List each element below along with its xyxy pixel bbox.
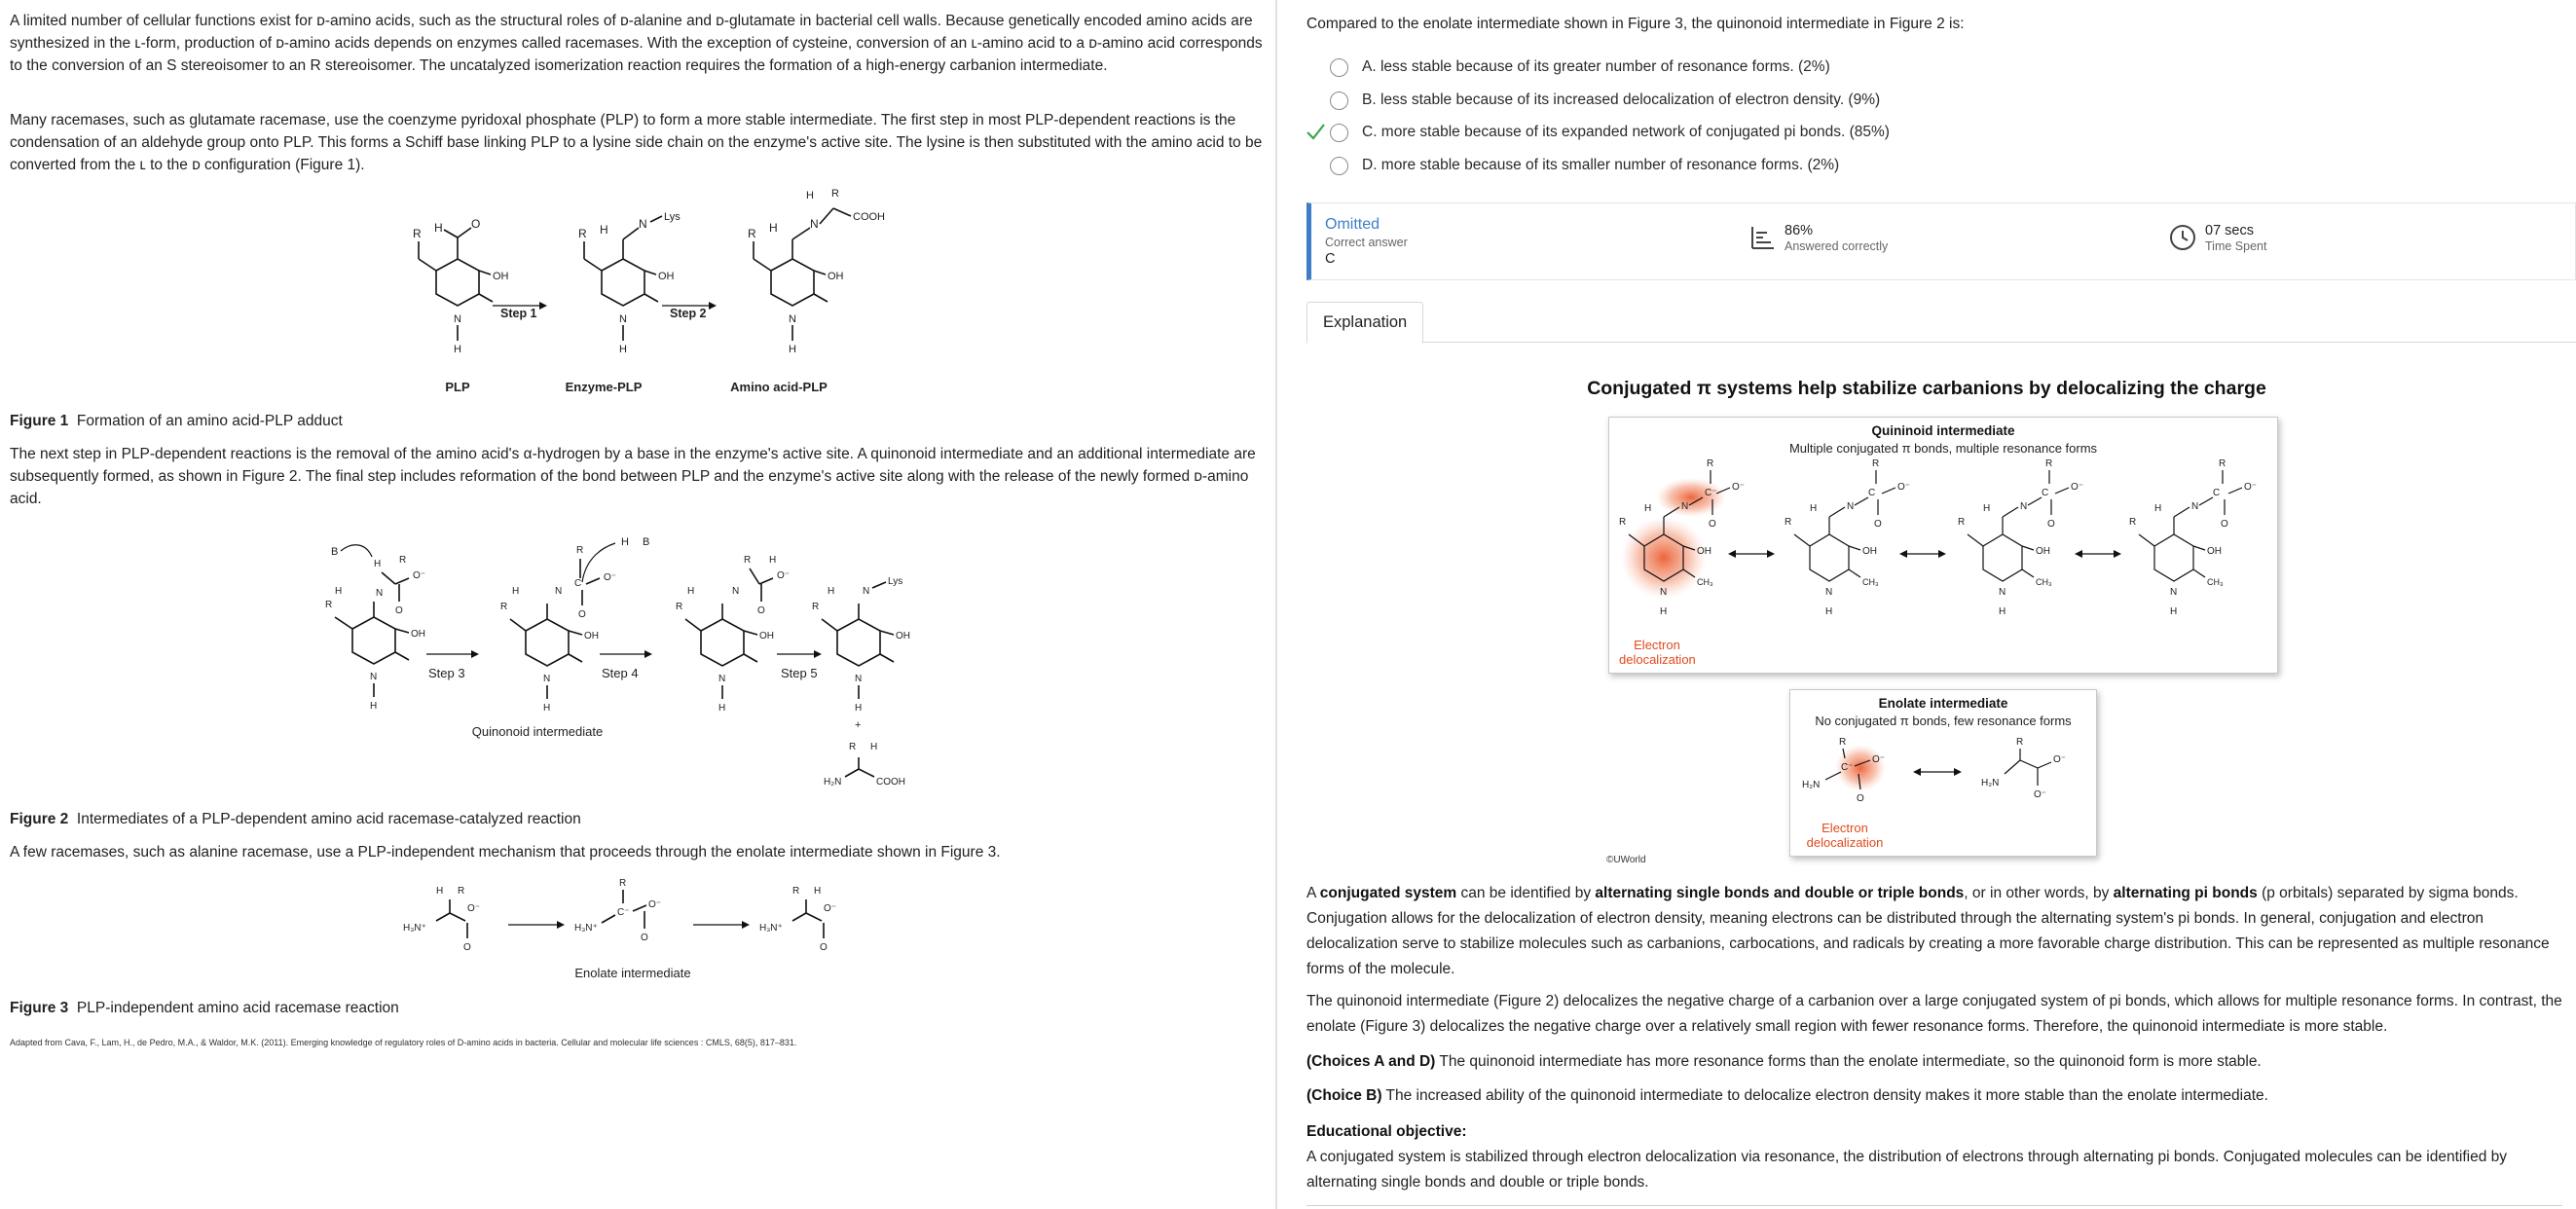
svg-text:N: N <box>732 586 740 597</box>
svg-text:OH: OH <box>1862 546 1877 557</box>
figure-1-label-amino-acid-plp: Amino acid-PLP <box>730 380 828 394</box>
svg-text:C⁻: C⁻ <box>1705 488 1717 498</box>
svg-text:N: N <box>2191 501 2199 512</box>
svg-text:O⁻: O⁻ <box>467 903 481 914</box>
svg-text:H: H <box>436 886 444 897</box>
time-spent-label: Time Spent <box>2205 239 2267 253</box>
svg-text:CH₃: CH₃ <box>2036 577 2052 587</box>
svg-text:H₂N: H₂N <box>1802 780 1821 790</box>
passage-pane <box>0 0 1275 1209</box>
svg-text:C: C <box>574 578 582 589</box>
choice-c-radio[interactable] <box>1330 124 1348 142</box>
svg-text:R: R <box>2016 737 2024 748</box>
svg-text:OH: OH <box>658 271 675 282</box>
svg-text:R: R <box>748 227 756 240</box>
svg-text:H₂N: H₂N <box>1981 778 2000 788</box>
svg-text:OH: OH <box>828 271 844 282</box>
svg-text:R: R <box>1707 458 1714 469</box>
svg-text:H: H <box>2170 606 2178 617</box>
svg-text:R: R <box>1785 517 1792 528</box>
figure-2-step-5: Step 5 <box>781 666 818 680</box>
svg-text:OH: OH <box>584 631 599 641</box>
svg-text:N: N <box>718 674 726 684</box>
svg-text:N: N <box>639 217 647 231</box>
svg-text:H: H <box>814 886 822 897</box>
svg-text:C: C <box>1868 488 1876 498</box>
svg-text:R: R <box>500 602 508 612</box>
resonance-form-3 <box>1958 458 2083 617</box>
figure-1-step-1: Step 1 <box>500 307 537 320</box>
svg-text:N: N <box>855 674 863 684</box>
svg-text:R: R <box>413 227 422 240</box>
plp-structure <box>413 217 509 355</box>
svg-text:OH: OH <box>2036 546 2050 557</box>
svg-text:O: O <box>1874 519 1882 530</box>
svg-text:R: R <box>812 602 820 612</box>
svg-text:O: O <box>2221 519 2228 530</box>
svg-text:N: N <box>543 674 551 684</box>
svg-text:C⁻: C⁻ <box>1841 762 1854 773</box>
svg-text:R: R <box>578 227 587 240</box>
omitted-label: Omitted <box>1325 216 1380 233</box>
svg-text:N: N <box>2170 587 2178 598</box>
svg-text:C: C <box>2042 488 2049 498</box>
svg-text:R: R <box>849 742 857 752</box>
choice-d[interactable] <box>1330 153 1839 178</box>
svg-text:H: H <box>769 221 778 235</box>
svg-text:H: H <box>1644 503 1652 514</box>
bar-chart-icon <box>1748 223 1777 252</box>
svg-text:R: R <box>792 886 800 897</box>
svg-text:N: N <box>454 313 461 325</box>
svg-text:H: H <box>543 703 551 714</box>
enolate-electron-delocalization-label: Electron delocalization <box>1806 821 1884 850</box>
passage-paragraph-3: The next step in PLP-dependent reactions is the removal of the amino acid's α-hydrogen by a base in the enzyme's active site. A quinonoid intermediate and an additional intermediate are subsequently formed, as shown in Figure 2. The final step includes reformation of the bond between PLP and the enzyme's active site along with the release of the newly formed ᴅ-amino acid. <box>10 446 1256 507</box>
svg-text:H: H <box>454 344 461 355</box>
explanation-figure-title: Conjugated π systems help stabilize carbanions by delocalizing the charge <box>1587 378 2266 399</box>
figure-2-structure-1 <box>325 545 425 712</box>
svg-text:H: H <box>1999 606 2006 617</box>
svg-text:Lys: Lys <box>664 211 681 223</box>
figure-3-enolate-label: Enolate intermediate <box>574 966 691 980</box>
svg-text:N: N <box>1681 501 1689 512</box>
svg-text:O⁻: O⁻ <box>2034 789 2047 800</box>
svg-text:N: N <box>1825 587 1833 598</box>
svg-text:N: N <box>370 672 378 682</box>
correct-answer-label: Correct answer <box>1325 236 1408 249</box>
svg-text:B: B <box>643 536 650 548</box>
svg-text:H: H <box>806 190 814 202</box>
svg-text:H: H <box>619 344 627 355</box>
svg-text:C: C <box>2213 488 2221 498</box>
answer-stats-bar <box>1306 202 2576 280</box>
svg-text:R: R <box>2219 458 2226 469</box>
omitted-status <box>1325 216 1408 267</box>
svg-text:H₃N⁺: H₃N⁺ <box>574 923 598 934</box>
enolate-panel-title: Enolate intermediate <box>1878 696 2008 711</box>
svg-text:H: H <box>1983 503 1991 514</box>
choice-a-radio[interactable] <box>1330 58 1348 77</box>
svg-text:OH: OH <box>411 629 425 640</box>
resonance-form-2 <box>1785 458 1910 617</box>
svg-text:Lys: Lys <box>888 576 903 587</box>
choice-d-radio[interactable] <box>1330 157 1348 175</box>
svg-text:O: O <box>1709 519 1716 530</box>
svg-text:OH: OH <box>759 631 774 641</box>
svg-text:O: O <box>820 942 828 953</box>
svg-text:R: R <box>1958 517 1966 528</box>
figure-2-step-4: Step 4 <box>602 666 639 680</box>
figure-3-structure-3 <box>759 886 836 953</box>
figure-3-enolate-structure <box>574 878 661 943</box>
svg-text:O: O <box>395 605 403 616</box>
quinoid-resonance-drawing <box>1609 457 2279 632</box>
svg-text:N: N <box>1847 501 1855 512</box>
enzyme-plp-structure <box>578 211 681 355</box>
enolate-panel <box>1789 689 2097 857</box>
svg-text:R: R <box>399 555 407 566</box>
svg-text:O⁻: O⁻ <box>413 570 426 581</box>
svg-text:H: H <box>600 223 608 237</box>
figure-2-quinonoid-label: Quinonoid intermediate <box>471 724 604 739</box>
svg-text:H: H <box>769 555 777 566</box>
svg-text:R: R <box>325 600 333 610</box>
figure-1-caption: Figure 1 Formation of an amino acid-PLP adduct <box>10 413 343 429</box>
quinoid-panel-title: Quininoid intermediate <box>1871 423 2015 438</box>
svg-text:R: R <box>2045 458 2053 469</box>
percent-correct-stat <box>1748 223 1888 253</box>
choice-c[interactable] <box>1330 120 1890 145</box>
svg-text:R: R <box>2129 517 2137 528</box>
figure-2-caption: Figure 2 Intermediates of a PLP-dependent amino acid racemase-catalyzed reaction <box>10 811 581 827</box>
svg-text:N: N <box>863 586 870 597</box>
svg-text:OH: OH <box>1697 546 1711 557</box>
svg-text:O: O <box>578 609 586 620</box>
figure-2-drawing <box>312 524 993 798</box>
uworld-copyright: ©UWorld <box>1606 855 1646 865</box>
figure-1-label-plp: PLP <box>445 380 470 394</box>
explanation-choice-b: (Choice B) The increased ability of the quinonoid intermediate to delocalize electron density makes it more stable than the enolate intermediate. <box>1306 1087 2268 1104</box>
svg-text:H: H <box>1660 606 1668 617</box>
bottom-divider <box>1306 1205 2562 1206</box>
svg-text:H: H <box>512 586 520 597</box>
question-stem: Compared to the enolate intermediate shown in Figure 3, the quinonoid intermediate in Figure 2 is: <box>1306 16 1965 32</box>
svg-text:H₃N⁺: H₃N⁺ <box>403 923 426 934</box>
svg-text:R: R <box>619 878 627 889</box>
choice-b-label: B. less stable because of its increased delocalization of electron density. (9%) <box>1362 92 1881 108</box>
svg-text:O⁻: O⁻ <box>648 899 662 910</box>
amino-acid-plp-structure <box>748 188 885 355</box>
resonance-arrow-2 <box>1899 550 1946 558</box>
figure-3-structure-1 <box>403 886 480 953</box>
svg-text:N: N <box>2020 501 2028 512</box>
time-spent-value: 07 secs <box>2205 223 2254 238</box>
svg-text:C⁻: C⁻ <box>617 907 630 918</box>
svg-text:O⁻: O⁻ <box>1732 482 1746 493</box>
resonance-form-4 <box>2129 458 2257 617</box>
choice-d-label: D. more stable because of its smaller number of resonance forms. (2%) <box>1362 157 1840 173</box>
svg-text:CH₃: CH₃ <box>1862 577 1879 587</box>
svg-text:R: R <box>1872 458 1880 469</box>
figure-3-drawing <box>389 872 857 989</box>
svg-text:H: H <box>789 344 796 355</box>
svg-text:R: R <box>458 886 465 897</box>
resonance-arrow-1 <box>1728 550 1775 558</box>
svg-text:R: R <box>831 188 839 200</box>
svg-text:O: O <box>757 605 765 616</box>
passage-paragraph-1: A limited number of cellular functions exist for ᴅ-amino acids, such as the structural roles of ᴅ-alanine and ᴅ-glutamate in bacterial cell walls. Because genetically encoded amino acids are synthesized in the ʟ-form, production of ᴅ-amino acids depends on enzymes called racemases. With the exception of cysteine, conversion of an ʟ-amino acid to a ᴅ-amino acid corresponds to the conversion of an S stereoisomer to an R stereoisomer. The uncatalyzed isomerization reaction requires the formation of a high-energy carbanion intermediate. <box>10 13 1263 74</box>
svg-text:O⁻: O⁻ <box>1897 482 1911 493</box>
explanation-tab-row <box>1306 302 2576 343</box>
figure-1-step-2: Step 2 <box>670 307 707 320</box>
question-pane <box>1277 0 2576 1209</box>
svg-text:O⁻: O⁻ <box>2244 482 2258 493</box>
svg-text:CH₃: CH₃ <box>2207 577 2224 587</box>
passage-citation: Adapted from Cava, F., Lam, H., de Pedro, M.A., & Waldor, M.K. (2011). Emerging knowledge of regulatory roles of D-amino acids in bacteria. Cellular and molecular life sciences : CMLS, 68(5), 817–831. <box>10 1038 797 1047</box>
svg-text:H: H <box>2154 503 2162 514</box>
choice-c-label: C. more stable because of its expanded network of conjugated pi bonds. (85%) <box>1362 124 1890 140</box>
time-spent-stat <box>2168 223 2266 253</box>
svg-text:N: N <box>619 313 627 325</box>
svg-text:O⁻: O⁻ <box>777 570 791 581</box>
svg-text:O: O <box>463 942 471 953</box>
quinoid-panel-subtitle: Multiple conjugated π bonds, multiple resonance forms <box>1788 441 2098 456</box>
svg-text:O: O <box>1857 793 1864 804</box>
svg-text:R: R <box>1619 517 1627 528</box>
quinoid-panel <box>1608 417 2278 674</box>
figure-3-caption: Figure 3 PLP-independent amino acid racemase reaction <box>10 1000 399 1016</box>
svg-text:H: H <box>621 536 629 548</box>
svg-text:H: H <box>370 701 378 712</box>
svg-text:N: N <box>789 313 796 325</box>
svg-text:B: B <box>331 546 339 558</box>
figure-2-step-3: Step 3 <box>428 666 465 680</box>
explanation-choices-a-d: (Choices A and D) The quinonoid intermediate has more resonance forms than the enolate intermediate, so the quinonoid form is more stable. <box>1306 1053 2262 1070</box>
explanation-paragraph-1: A conjugated system can be identified by alternating single bonds and double or triple bonds, or in other words, by alternating pi bonds (p orbitals) separated by sigma bonds. Conjugation allows for the delocalization of electron density, meaning electrons can be distributed through the alternating system's pi bonds. In general, conjugation and electron delocalization serve to stabilize molecules such as carbanions, carbocations, and radicals by creating a more favorable charge distribution. This can be represented as multiple resonance forms of the molecule. <box>1306 885 2550 977</box>
svg-text:COOH: COOH <box>853 211 885 223</box>
svg-text:H: H <box>335 586 343 597</box>
explanation-paragraph-2: The quinonoid intermediate (Figure 2) delocalizes the negative charge of a carbanion over a large conjugated system of pi bonds, which allows for multiple resonance forms. In contrast, the enolate (Figure 3) delocalizes the negative charge over a relatively small region with fewer resonance forms. Therefore, the quinonoid intermediate is more stable. <box>1306 993 2562 1035</box>
svg-text:O: O <box>2047 519 2055 530</box>
svg-text:H: H <box>828 586 835 597</box>
percent-correct-label: Answered correctly <box>1785 239 1889 253</box>
svg-text:N: N <box>1660 587 1668 598</box>
figure-2-quinonoid-structure <box>500 536 649 714</box>
figure-1-drawing <box>370 185 915 409</box>
svg-text:O⁻: O⁻ <box>2053 754 2067 765</box>
svg-text:O⁻: O⁻ <box>2071 482 2084 493</box>
svg-text:H: H <box>374 559 382 569</box>
choice-b-radio[interactable] <box>1330 92 1348 110</box>
svg-text:+: + <box>855 719 862 731</box>
svg-text:OH: OH <box>2207 546 2222 557</box>
svg-text:CH₃: CH₃ <box>1697 577 1713 587</box>
enolate-resonance-drawing <box>1790 733 2098 821</box>
svg-text:R: R <box>576 545 584 556</box>
svg-text:H₂N: H₂N <box>824 777 842 788</box>
svg-text:H: H <box>434 221 443 235</box>
svg-text:H: H <box>718 703 726 714</box>
svg-text:O⁻: O⁻ <box>824 903 837 914</box>
svg-text:R: R <box>676 602 683 612</box>
svg-text:H: H <box>687 586 695 597</box>
svg-text:N: N <box>810 217 819 231</box>
svg-text:N: N <box>555 586 563 597</box>
educational-objective-text: A conjugated system is stabilized through electron delocalization via resonance, the distribution of electrons through alternating pi bonds. Conjugated molecules can be identified by alternating single bonds and double or triple bonds. <box>1306 1149 2508 1191</box>
svg-text:OH: OH <box>896 631 910 641</box>
enolate-panel-subtitle: No conjugated π bonds, few resonance forms <box>1815 714 2072 728</box>
correct-check-icon <box>1305 121 1326 142</box>
svg-text:H: H <box>855 703 863 714</box>
svg-text:R: R <box>1839 737 1847 748</box>
passage-paragraph-4: A few racemases, such as alanine racemase, use a PLP-independent mechanism that proceeds through the enolate intermediate shown in Figure 3. <box>10 844 1001 861</box>
resonance-arrow-3 <box>2075 550 2121 558</box>
svg-text:H: H <box>1810 503 1818 514</box>
quinoid-electron-delocalization-label: Electron delocalization <box>1619 638 1696 667</box>
svg-text:O: O <box>471 217 481 231</box>
figure-2-structure-3 <box>676 555 790 714</box>
svg-text:O⁻: O⁻ <box>1872 754 1886 765</box>
educational-objective-label: Educational objective: <box>1306 1123 1467 1140</box>
passage-paragraph-2: Many racemases, such as glutamate racemase, use the coenzyme pyridoxal phosphate (PLP) to form a more stable intermediate. The first step in most PLP-dependent reactions is the condensation of an aldehyde group onto PLP. This forms a Schiff base linking PLP to a lysine side chain on the enzyme's active site. The lysine is then substituted with the amino acid to be converted from the ʟ to the ᴅ configuration (Figure 1). <box>10 112 1263 173</box>
choice-b[interactable] <box>1330 88 1880 113</box>
svg-text:N: N <box>1999 587 2006 598</box>
choice-a-label: A. less stable because of its greater number of resonance forms. (2%) <box>1362 58 1830 75</box>
tab-explanation[interactable]: Explanation <box>1306 302 1423 344</box>
svg-text:R: R <box>744 555 752 566</box>
figure-1-label-enzyme-plp: Enzyme-PLP <box>565 380 643 394</box>
svg-text:N: N <box>376 588 384 599</box>
choice-a[interactable] <box>1330 55 1830 80</box>
svg-text:H: H <box>870 742 878 752</box>
svg-text:H: H <box>1825 606 1833 617</box>
svg-text:O⁻: O⁻ <box>604 572 617 583</box>
percent-correct-value: 86% <box>1785 223 1814 238</box>
figure-2-structure-4 <box>812 576 910 788</box>
correct-answer-value: C <box>1325 251 1336 267</box>
svg-text:H₃N⁺: H₃N⁺ <box>759 923 783 934</box>
clock-icon <box>2168 223 2197 252</box>
svg-text:O: O <box>641 933 648 943</box>
svg-text:OH: OH <box>493 271 509 282</box>
svg-text:COOH: COOH <box>876 777 905 788</box>
